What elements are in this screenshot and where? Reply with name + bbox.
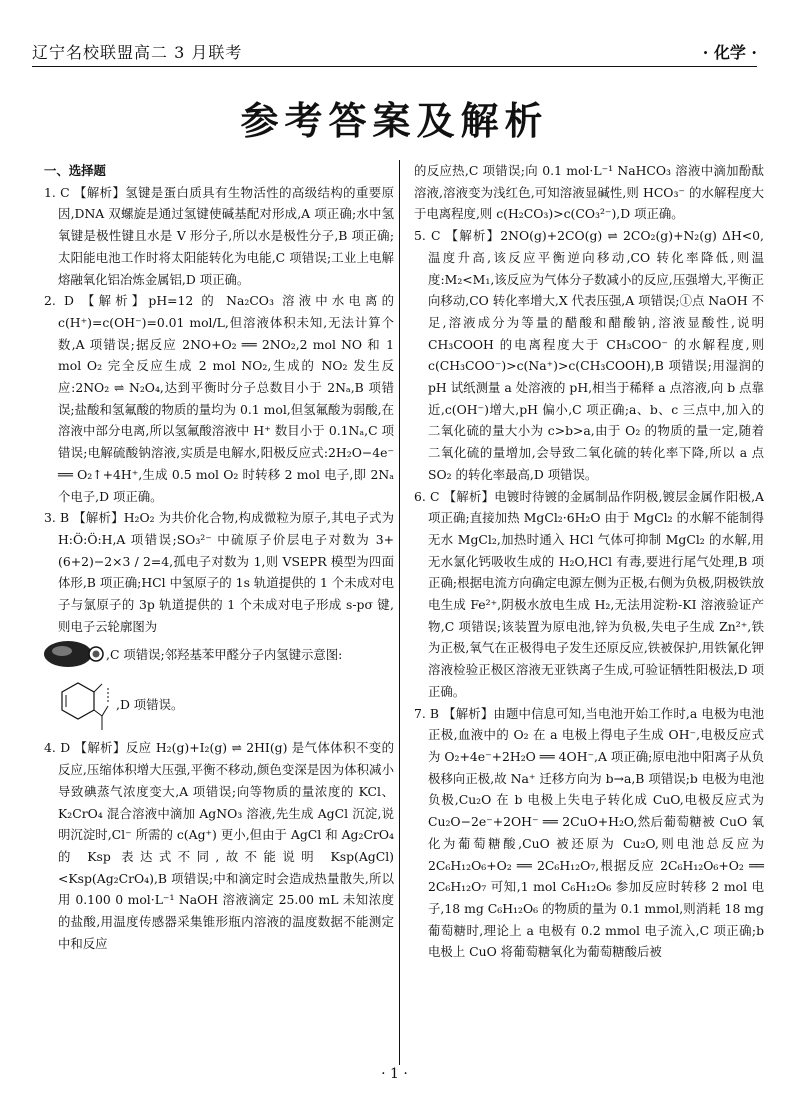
subject-label: · 化学 ·: [702, 43, 757, 62]
answer-3-part-a: 3. B 【解析】H₂O₂ 为共价化合物,构成微粒为原子,其电子式为 H:Ö:Ö:H,A 项错误;SO₃²⁻ 中硫原子价层电子对数为 3+(6+2)−2×3 / 2=4,孤电子对数为 1,则 VSEPR 模型为四面体形,B 项正确;HCl 中氢原子的 1s 轨道提供的 1 个未成对电子与氯原子的 3p 轨道提供的 1 个未成对电子形成 s-pσ 键,则电子云轮廓图为: [44, 510, 394, 634]
left-column: [44, 160, 394, 955]
page-header: [32, 36, 757, 67]
right-column: [414, 160, 764, 963]
section-heading: 一、选择题: [44, 163, 106, 178]
electron-cloud-row: [44, 637, 394, 671]
page-title: 参考答案及解析: [240, 99, 549, 143]
answer-3-part-c: ,D 项错误。: [116, 696, 184, 712]
answer-4: 4. D 【解析】反应 H₂(g)+I₂(g) ⇌ 2HI(g) 是气体体积不变的反应,压缩体积增大压强,平衡不移动,颜色变深是因为体积减小导致碘蒸气浓度变大,A 项错误;向等物质的量浓度的 KCl、K₂CrO₄ 混合溶液中滴加 AgNO₃ 溶液,先生成 AgCl 沉淀,说明沉淀时,Cl⁻ 所需的 c(Ag⁺) 更小,但由于 AgCl 和 Ag₂CrO₄ 的 Ksp 表达式不同,故不能说明 Ksp(AgCl)<Ksp(Ag₂CrO₄),B 项错误;中和滴定时会造成热量散失,所以用 0.100 0 mol·L⁻¹ NaOH 溶液滴定 25.00 mL 未知浓度的盐酸,用温度传感器采集锥形瓶内溶液的温度数据不能测定中和反应: [44, 740, 394, 951]
answer-4-continued: 的反应热,C 项错误;向 0.1 mol·L⁻¹ NaHCO₃ 溶液中滴加酚酞溶液,溶液变为浅红色,可知溶液显碱性,则 HCO₃⁻ 的水解程度大于电离程度,则 c(H₂CO₃)>c(CO₃²⁻),D 项正确。: [414, 163, 764, 222]
answer-6: 6. C 【解析】电镀时待镀的金属制品作阴极,镀层金属作阳极,A 项正确;直接加热 MgCl₂·6H₂O 由于 MgCl₂ 的水解不能制得无水 MgCl₂,加热时通入 HCl 气体可抑制 MgCl₂ 的水解,用无水氯化钙吸收生成的 H₂O,HCl 有毒,要进行尾气处理,B 项正确;根据电流方向确定电源左侧为正极,右侧为负极,阴极铁放电生成 Fe²⁺,阴极水放电生成 H₂,无法用淀粉-KI 溶液验证产物,C 项错误;该装置为原电池,锌为负极,失电子生成 Zn²⁺,铁为正极,氧气在正极得电子发生还原反应,铁被保护,用铁氰化钾溶液检验正极区溶液无亚铁离子生成,可验证牺牲阳极法,D 项正确。: [414, 488, 764, 699]
answer-7: 7. B 【解析】由题中信息可知,当电池开始工作时,a 电极为电池正极,血液中的 O₂ 在 a 电极上得电子生成 OH⁻,电极反应式为 O₂+4e⁻+2H₂O ══ 4OH⁻,A 项正确;原电池中阳离子从负极移向正极,故 Na⁺ 迁移方向为 b→a,B 项错误;b 电极为电池负极,Cu₂O 在 b 电极上失电子转化成 CuO,电极反应式为 Cu₂O−2e⁻+2OH⁻ ══ 2CuO+H₂O,然后葡萄糖被 CuO 氧化为葡萄糖酸,CuO 被还原为 Cu₂O,则电池总反应为 2C₆H₁₂O₆+O₂ ══ 2C₆H₁₂O₇,根据反应 2C₆H₁₂O₆+O₂ ══ 2C₆H₁₂O₇ 可知,1 mol C₆H₁₂O₆ 参加反应时转移 2 mol 电子,18 mg C₆H₁₂O₆ 的物质的量为 0.1 mmol,则消耗 18 mg 葡萄糖时,理论上 a 电极有 0.2 mmol 电子流入,C 项正确;b 电极上 CuO 将葡萄糖氧化为葡萄糖酸后被: [414, 705, 764, 960]
column-divider: [399, 160, 400, 1065]
answer-2: 2. D 【解析】pH=12 的 Na₂CO₃ 溶液中水电离的 c(H⁺)=c(OH⁻)=0.01 mol/L,但溶液体积未知,无法计算个数,A 项错误;据反应 2NO+O₂ ══ 2NO₂,2 mol NO 和 1 mol O₂ 完全反应生成 2 mol NO₂,生成的 NO₂ 发生反应:2NO₂ ⇌ N₂O₄,达到平衡时分子总数目小于 2Nₐ,B 项错误;盐酸和氢氟酸的物质的量均为 0.1 mol,但氢氟酸为弱酸,在溶液中部分电离,所以氢氟酸溶液中 H⁺ 数目小于 0.1Nₐ,C 项错误;电解硫酸钠溶液,实质是电解水,阳极反应式:2H₂O−4e⁻ ══ O₂↑+4H⁺,生成 0.5 mol O₂ 时转移 2 mol 电子,即 2Nₐ 个电子,D 项正确。: [44, 293, 394, 504]
answer-1: 1. C 【解析】氢键是蛋白质具有生物活性的高级结构的重要原因,DNA 双螺旋是通过氢键使碱基配对形成,A 项正确;水中氢氧键是极性键且水是 V 形分子,所以水是极性分子,B 项正确;太阳能电池工作时将太阳能转化为电能,C 项错误;工业上电解熔融氧化铝冶炼金属铝,D 项正确。: [44, 184, 394, 287]
hbond-structure-row: [44, 671, 394, 737]
answer-5: 5. C 【解析】2NO(g)+2CO(g) ⇌ 2CO₂(g)+N₂(g) ΔH<0,温度升高,该反应平衡逆向移动,CO 转化率降低,则温度:M₂<M₁,该反应为气体分子数减小的反应,压强增大,平衡正向移动,CO 转化率增大,X 代表压强,A 项错误;①点 NaOH 不足,溶液成分为等量的醋酸和醋酸钠,溶液显酸性,说明 CH₃COOH 的电离程度大于 CH₃COO⁻ 的水解程度,则 c(CH₃COO⁻)>c(Na⁺)>c(CH₃COOH),B 项错误;用湿润的 pH 试纸测量 a 处溶液的 pH,相当于稀释 a 点溶液,向 b 点靠近,c(OH⁻)增大,pH 偏小,C 项正确;a、b、c 三点中,加入的二氧化硫的量大小为 c>b>a,由于 O₂ 的物质的量一定,随着二氧化硫的量增加,会导致二氧化硫的转化率下降,所以 a 点 SO₂ 的转化率最高,D 项错误。: [414, 228, 764, 482]
answer-3-part-b: ,C 项错误;邻羟基苯甲醛分子内氢键示意图:: [106, 646, 343, 662]
electron-cloud-diagram: [44, 639, 106, 669]
intramolecular-hbond-structure: [44, 672, 116, 736]
page-number: · 1 ·: [381, 1066, 408, 1082]
exam-name: 辽宁名校联盟高二 3 月联考: [32, 43, 243, 62]
